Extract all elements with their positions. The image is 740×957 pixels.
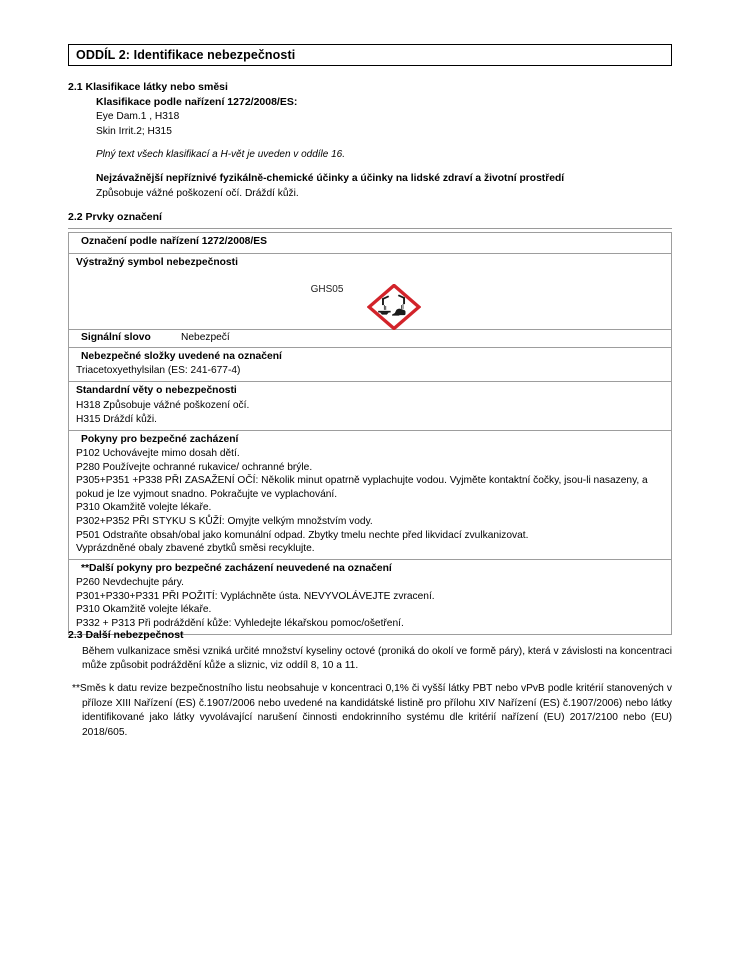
adverse-effects-heading: Nejzávažnější nepříznivé fyzikálně-chemické účinky a účinky na lidské zdraví a životní prostředí [96, 173, 565, 184]
classification-subheading: Klasifikace podle nařízení 1272/2008/ES: [96, 96, 298, 108]
components-text: Triacetoxyethylsilan (ES: 241-677-4) [76, 365, 241, 376]
table-row-precautionary [69, 431, 671, 560]
signal-word-value: Nebezpečí [181, 331, 230, 343]
table-row-additional-precautionary [69, 560, 671, 634]
components-heading: Nebezpečné složky uvedené na označení [81, 350, 282, 362]
hazard-statement: H318 Způsobuje vážné poškození očí. [76, 399, 250, 411]
ghs05-corrosion-icon [367, 284, 421, 330]
pictogram-row-label: Výstražný symbol nebezpečnosti [76, 256, 238, 268]
classification-note: Plný text všech klasifikací a H-vět je uveden v oddíle 16. [96, 149, 346, 160]
adverse-effects-text: Způsobuje vážné poškození očí. Dráždí kůži. [96, 187, 299, 199]
precautionary-statement: P305+P351 +P338 PŘI ZASAŽENÍ OČÍ: Několik minut opatrně vyplachujte vodou. Vyjměte kontaktní čočky, jsou-li nasazeny, a pokud je lze vyjmout snadno. Pokračujte ve vyplachování. [76, 475, 648, 500]
subsection-2-2 [68, 210, 672, 229]
table-row-regulation [69, 233, 671, 254]
additional-precautionary-heading: **Další pokyny pro bezpečné zacházení neuvedené na označení [81, 562, 392, 574]
pbt-footnote-paragraph: **Směs k datu revize bezpečnostního listu neobsahuje v koncentraci 0,1% či vyšší látky PBT nebo vPvB podle kritérií stanovených v příloze XIII Nařízení (ES) č.1907/2006 nebo uvedené na kandidátské listině pro přílohu XIV Nařízení (ES) č.1907/2006) nebo látky identifikované jako látky vyvolávající narušení činnosti endokrinního systému dle kritérií nařízení (EU) 2017/2100 nebo (EU) 2018/605. [72, 683, 672, 738]
subsection-2-2-heading: 2.2 Prvky označení [68, 211, 162, 223]
table-row-pictogram [69, 254, 671, 330]
additional-precautionary-statement: P301+P330+P331 PŘI POŽITÍ: Vypláchněte ústa. NEVYVOLÁVEJTE zvracení. [76, 590, 435, 602]
subsection-2-1 [68, 80, 672, 201]
precautionary-heading: Pokyny pro bezpečné zacházení [81, 433, 239, 445]
precautionary-statement: P280 Používejte ochranné rukavice/ ochranné brýle. [76, 461, 313, 473]
table-row-components [69, 348, 671, 383]
subsection-2-3 [68, 628, 672, 643]
table-row-hazard-statements [69, 382, 671, 431]
regulation-label: Označení podle nařízení 1272/2008/ES [81, 236, 267, 247]
precautionary-statement: P501 Odstraňte obsah/obal jako komunální odpad. Zbytky tmelu nechte před likvidací zvulkanizovat. [76, 529, 529, 541]
subsection-2-1-heading: 2.1 Klasifikace látky nebo směsi [68, 81, 228, 93]
horizontal-rule [68, 228, 672, 229]
precautionary-statement: Vyprázdněné obaly zbavené zbytků směsi recyklujte. [76, 543, 315, 555]
additional-precautionary-statement: P310 Okamžitě volejte lékaře. [76, 604, 212, 616]
additional-precautionary-statement: P260 Nevdechujte páry. [76, 577, 184, 589]
precautionary-statement: P302+P352 PŘI STYKU S KŮŽÍ: Omyjte velkým množstvím vody. [76, 515, 373, 527]
pictogram-code-label: GHS05 [310, 283, 344, 295]
additional-precautionary-statement: P332 + P313 Při podráždění kůže: Vyhledejte lékařskou pomoc/ošetření. [76, 618, 404, 630]
hazard-statement: H315 Dráždí kůži. [76, 413, 157, 425]
other-hazards-paragraph: Během vulkanizace směsi vzniká určité množství kyseliny octové (proniká do okolí ve formě páry), která v závislosti na koncentraci může způsobit podráždění kůže a sliznic, viz oddíl 8, 10 a 11. [82, 646, 672, 671]
hazard-statements-heading: Standardní věty o nebezpečnosti [76, 385, 237, 396]
classification-item: Skin Irrit.2; H315 [96, 125, 172, 137]
precautionary-statement: P310 Okamžitě volejte lékaře. [76, 502, 212, 514]
subsection-2-3-heading: 2.3 Další nebezpečnost [68, 629, 184, 641]
classification-item: Eye Dam.1 , H318 [96, 111, 180, 122]
label-elements-table [68, 232, 672, 635]
table-row-signal-word [69, 330, 671, 348]
signal-word-label: Signální slovo [81, 331, 151, 343]
precautionary-statement: P102 Uchovávejte mimo dosah dětí. [76, 448, 240, 459]
section-header-title: ODDÍL 2: Identifikace nebezpečnosti [76, 48, 296, 62]
section-header-box [68, 44, 672, 66]
